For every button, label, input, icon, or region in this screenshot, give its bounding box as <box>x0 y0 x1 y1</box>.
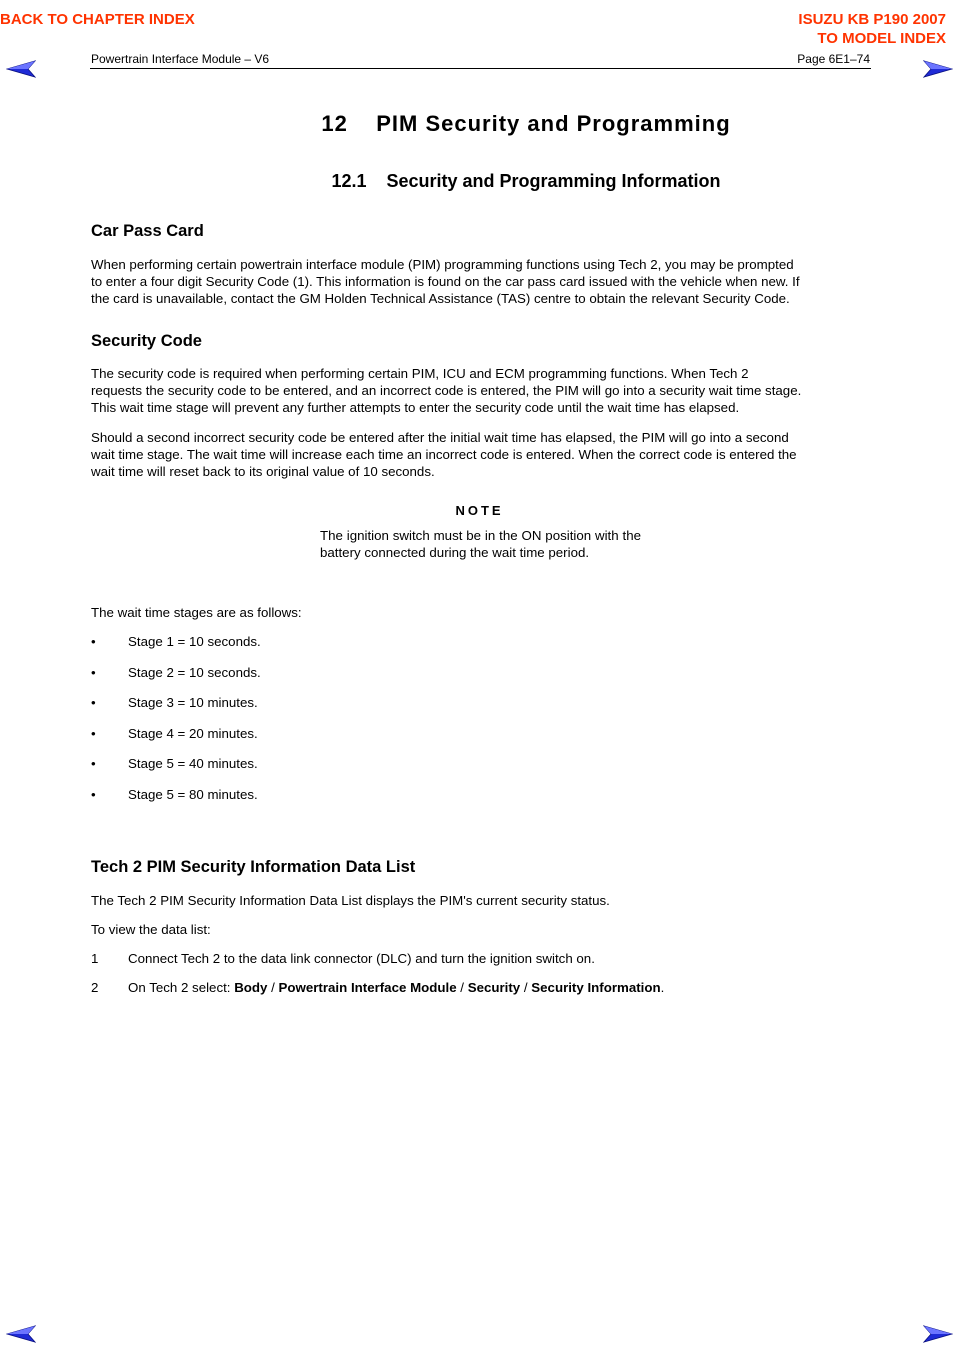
step-text <box>128 980 664 995</box>
bullet-icon: • <box>91 665 96 680</box>
model-title-link[interactable]: ISUZU KB P190 2007 <box>798 11 946 28</box>
list-item-text: Stage 4 = 20 minutes. <box>128 726 258 741</box>
to-model-index-link[interactable]: TO MODEL INDEX <box>817 30 946 47</box>
tech2-data-list-heading: Tech 2 PIM Security Information Data List <box>91 858 416 876</box>
note-text: The ignition switch must be in the ON position with the battery connected during the wait time period. <box>320 528 641 560</box>
list-item-text: Stage 2 = 10 seconds. <box>128 665 261 680</box>
bullet-icon: • <box>91 634 96 649</box>
step-number: 1 <box>91 951 99 966</box>
path-separator: / <box>267 980 279 995</box>
page-number: Page 6E1–74 <box>797 52 870 66</box>
section-heading: 12 PIM Security and Programming <box>321 111 731 136</box>
menu-path-security: Security <box>467 980 521 995</box>
list-item-text: Stage 1 = 10 seconds. <box>128 634 261 649</box>
paragraph-line: Should a second incorrect security code be entered after the initial wait time has elapsed, the PIM will go into a second <box>91 430 789 445</box>
tech2-intro: The Tech 2 PIM Security Information Data List displays the PIM's current security status. <box>91 893 610 908</box>
tech2-to-view: To view the data list: <box>91 922 211 937</box>
paragraph-line: wait time will reset back to its original value of 10 seconds. <box>91 464 435 479</box>
paragraph-line: wait time stage. The wait time will increase each time an incorrect code is entered. When the correct code is entered the <box>91 447 797 462</box>
security-code-paragraph-1 <box>91 365 871 416</box>
paragraph-line: the card is unavailable, contact the GM Holden Technical Assistance (TAS) centre to obtain the relevant Security Code. <box>91 291 790 306</box>
paragraph-line: The security code is required when performing certain PIM, ICU and ECM programming functions. When Tech 2 <box>91 366 749 381</box>
bullet-icon: • <box>91 726 96 741</box>
security-code-paragraph-2 <box>91 429 871 480</box>
security-code-heading: Security Code <box>91 332 202 350</box>
car-pass-card-heading: Car Pass Card <box>91 222 204 240</box>
note-title: NOTE <box>455 503 504 518</box>
menu-path-pim: Powertrain Interface Module <box>278 980 457 995</box>
stages-intro: The wait time stages are as follows: <box>91 605 302 620</box>
step-number: 2 <box>91 980 99 995</box>
list-item-text: Stage 5 = 40 minutes. <box>128 756 258 771</box>
list-item-text: Stage 3 = 10 minutes. <box>128 695 258 710</box>
step-text: Connect Tech 2 to the data link connector (DLC) and turn the ignition switch on. <box>128 951 595 966</box>
bullet-icon: • <box>91 695 96 710</box>
back-to-chapter-index-link[interactable]: BACK TO CHAPTER INDEX <box>0 11 195 28</box>
list-item-text: Stage 5 = 80 minutes. <box>128 787 258 802</box>
arrow-right-icon[interactable] <box>923 1325 953 1343</box>
page-header-title: Powertrain Interface Module – V6 <box>91 52 270 66</box>
car-pass-card-paragraph <box>91 256 871 307</box>
arrow-left-icon[interactable] <box>6 1325 36 1343</box>
paragraph-line: This wait time stage will prevent any further attempts to enter the security code until the wait time has elapsed. <box>91 400 740 415</box>
bullet-icon: • <box>91 756 96 771</box>
menu-path-body: Body <box>234 980 268 995</box>
menu-path-security-information: Security Information <box>531 980 661 995</box>
paragraph-line: When performing certain powertrain interface module (PIM) programming functions using Tech 2, you may be prompted <box>91 257 794 272</box>
bullet-icon: • <box>91 787 96 802</box>
arrow-left-icon[interactable] <box>6 60 36 78</box>
section-subheading: 12.1 Security and Programming Information <box>331 171 721 191</box>
step-end: . <box>660 980 665 995</box>
path-separator: / <box>520 980 532 995</box>
path-separator: / <box>456 980 468 995</box>
header-divider <box>90 68 871 69</box>
arrow-right-icon[interactable] <box>923 60 953 78</box>
step-prefix: On Tech 2 select: <box>128 980 235 995</box>
paragraph-line: requests the security code to be entered, and an incorrect code is entered, the PIM will go into a security wait time stage. <box>91 383 802 398</box>
paragraph-line: to enter a four digit Security Code (1). This information is found on the car pass card issued with the vehicle when new. If <box>91 274 800 289</box>
